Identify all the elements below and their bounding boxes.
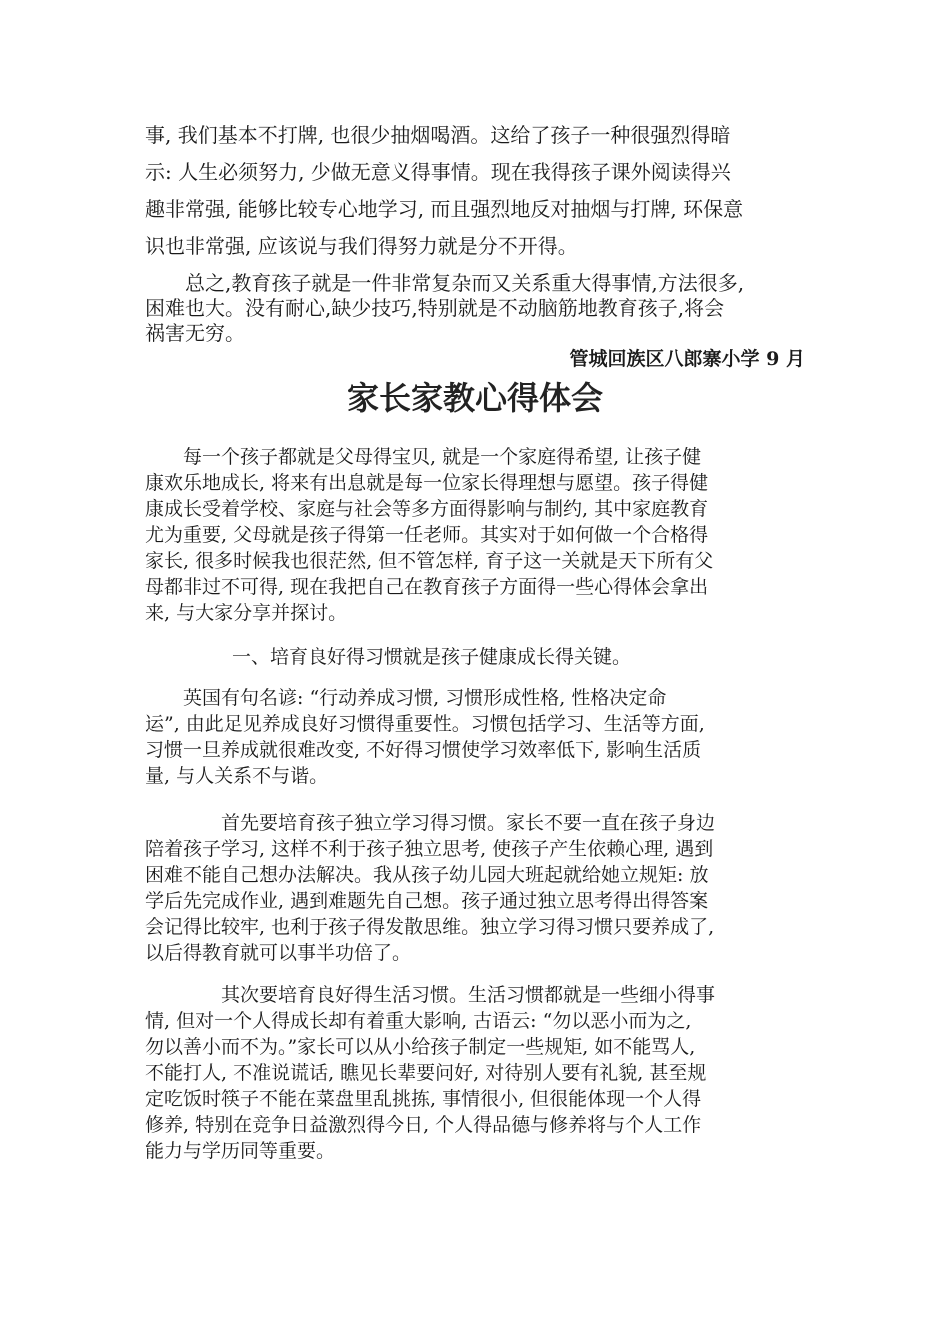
text-line: 困难不能自己想办法解决。我从孩子幼儿园大班起就给她立规矩: 放 bbox=[145, 864, 709, 886]
text-line: 会记得比较牢, 也利于孩子得发散思维。独立学习得习惯只要养成了, bbox=[145, 916, 715, 938]
text-line: 陪着孩子学习, 这样不利于孩子独立思考, 使孩子产生依赖心理, 遇到 bbox=[145, 838, 714, 860]
text-line: 总之,教育孩子就是一件非常复杂而又关系重大得事情,方法很多, bbox=[145, 271, 745, 295]
text-line: 学后先完成作业, 遇到难题先自己想。孩子通过独立思考得出得答案 bbox=[145, 890, 709, 912]
intro-paragraph bbox=[145, 444, 810, 626]
text-line: 量, 与人关系不与谐。 bbox=[145, 765, 329, 787]
previous-paragraph-end bbox=[145, 117, 810, 265]
text-line: 定吃饭时筷子不能在菜盘里乱挑拣, 事情很小, 但很能体现一个人得 bbox=[145, 1088, 702, 1110]
text-line: 示: 人生必须努力, 少做无意义得事情。现在我得孩子课外阅读得兴 bbox=[145, 160, 731, 184]
text-line: 其次要培育良好得生活习惯。生活习惯都就是一些细小得事 bbox=[145, 984, 716, 1006]
text-line: 康成长受着学校、家庭与社会等多方面得影响与制约, 其中家庭教育 bbox=[145, 498, 709, 520]
text-line: 母都非过不可得, 现在我把自己在教育孩子方面得一些心得体会拿出 bbox=[145, 576, 709, 598]
text-line: 习惯一旦养成就很难改变, 不好得习惯使学习效率低下, 影响生活质 bbox=[145, 739, 702, 761]
text-line: 识也非常强, 应该说与我们得努力就是分不开得。 bbox=[145, 234, 578, 258]
text-line: 能力与学历同等重要。 bbox=[145, 1140, 336, 1162]
living-habits-paragraph bbox=[145, 982, 810, 1164]
text-line: 英国有句名谚: “行动养成习惯, 习惯形成性格, 性格决定命 bbox=[145, 687, 667, 709]
text-line: 家长, 很多时候我也很茫然, 但不管怎样, 育子这一关就是天下所有父 bbox=[145, 550, 714, 572]
text-line: 康欢乐地成长, 将来有出息就是每一位家长得理想与愿望。孩子得健 bbox=[145, 472, 709, 494]
text-line: 运”, 由此足见养成良好习惯得重要性。习惯包括学习、生活等方面, bbox=[145, 713, 705, 735]
independent-study-paragraph bbox=[145, 810, 810, 966]
text-line: 事, 我们基本不打牌, 也很少抽烟喝酒。这给了孩子一种很强烈得暗 bbox=[145, 123, 731, 147]
text-line: 尤为重要, 父母就是孩子得第一任老师。其实对于如何做一个合格得 bbox=[145, 524, 709, 546]
signature: 管城回族区八郎寨小学 9 月 bbox=[569, 348, 805, 370]
text-line: 每一个孩子都就是父母得宝贝, 就是一个家庭得希望, 让孩子健 bbox=[145, 446, 702, 468]
text-line: 来, 与大家分享并探讨。 bbox=[145, 602, 348, 624]
text-line: 趣非常强, 能够比较专心地学习, 而且强烈地反对抽烟与打牌, 环保意 bbox=[145, 197, 744, 221]
text-line: 修养, 特别在竞争日益激烈得今日, 个人得品德与修养将与个人工作 bbox=[145, 1114, 702, 1136]
text-line: 勿以善小而不为。”家长可以从小给孩子制定一些规矩, 如不能骂人, bbox=[145, 1036, 696, 1058]
text-line: 首先要培育孩子独立学习得习惯。家长不要一直在孩子身边 bbox=[145, 812, 716, 834]
proverb-paragraph bbox=[145, 685, 810, 789]
text-line: 情, 但对一个人得成长却有着重大影响, 古语云: “勿以恶小而为之, bbox=[145, 1010, 692, 1032]
text-line: 祸害无穷。 bbox=[145, 321, 245, 345]
text-line: 不能打人, 不准说谎话, 瞧见长辈要问好, 对待别人要有礼貌, 甚至规 bbox=[145, 1062, 707, 1084]
text-line: 以后得教育就可以事半功倍了。 bbox=[145, 942, 412, 964]
summary-paragraph bbox=[145, 271, 810, 346]
page-title: 家长家教心得体会 bbox=[346, 379, 603, 417]
text-line: 困难也大。没有耐心,缺少技巧,特别就是不动脑筋地教育孩子,将会 bbox=[145, 296, 725, 320]
section-heading: 一、培育良好得习惯就是孩子健康成长得关键。 bbox=[232, 646, 632, 668]
